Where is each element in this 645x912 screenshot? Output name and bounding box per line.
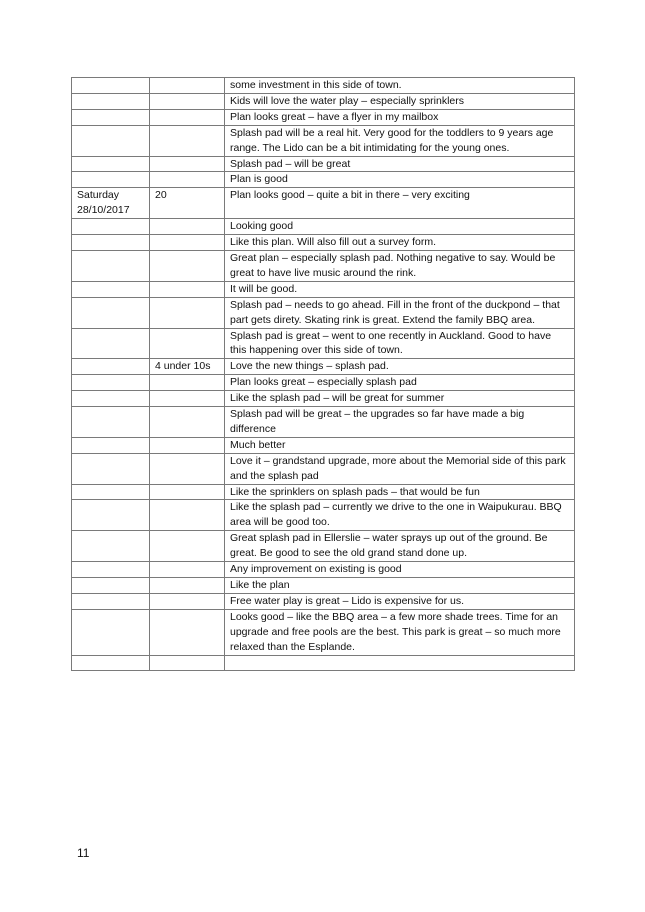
feedback-table-body bbox=[72, 78, 575, 671]
table-row bbox=[72, 156, 575, 172]
table-row bbox=[72, 578, 575, 594]
comment-cell: Kids will love the water play – especially sprinklers bbox=[225, 93, 575, 109]
table-row bbox=[72, 484, 575, 500]
count-cell bbox=[150, 219, 225, 235]
table-row bbox=[72, 219, 575, 235]
comment-cell: Much better bbox=[225, 437, 575, 453]
count-cell: 20 bbox=[150, 188, 225, 219]
count-cell bbox=[150, 125, 225, 156]
count-cell bbox=[150, 453, 225, 484]
comment-cell: Like the sprinklers on splash pads – that would be fun bbox=[225, 484, 575, 500]
date-cell bbox=[72, 125, 150, 156]
date-cell bbox=[72, 156, 150, 172]
comment-cell: Looking good bbox=[225, 219, 575, 235]
comment-cell: Like the splash pad – currently we drive to the one in Waipukurau. BBQ area will be good too. bbox=[225, 500, 575, 531]
date-cell bbox=[72, 93, 150, 109]
comment-cell: Splash pad – will be great bbox=[225, 156, 575, 172]
comment-cell: Like the splash pad – will be great for summer bbox=[225, 391, 575, 407]
date-cell bbox=[72, 250, 150, 281]
table-row bbox=[72, 109, 575, 125]
count-cell bbox=[150, 562, 225, 578]
date-cell bbox=[72, 437, 150, 453]
comment-cell: Love it – grandstand upgrade, more about the Memorial side of this park and the splash pad bbox=[225, 453, 575, 484]
date-cell bbox=[72, 297, 150, 328]
table-row bbox=[72, 562, 575, 578]
comment-cell: Splash pad – needs to go ahead. Fill in the front of the duckpond – that part gets direty. Skating rink is great. Extend the family BBQ area. bbox=[225, 297, 575, 328]
count-cell bbox=[150, 109, 225, 125]
comment-cell: Like the plan bbox=[225, 578, 575, 594]
comment-cell: Free water play is great – Lido is expensive for us. bbox=[225, 593, 575, 609]
table-row bbox=[72, 297, 575, 328]
comment-cell: It will be good. bbox=[225, 281, 575, 297]
comment-cell: Any improvement on existing is good bbox=[225, 562, 575, 578]
date-cell bbox=[72, 281, 150, 297]
count-cell bbox=[150, 391, 225, 407]
date-cell bbox=[72, 578, 150, 594]
table-row bbox=[72, 188, 575, 219]
count-cell bbox=[150, 156, 225, 172]
count-cell bbox=[150, 375, 225, 391]
count-cell bbox=[150, 437, 225, 453]
table-row bbox=[72, 391, 575, 407]
date-cell bbox=[72, 453, 150, 484]
comment-cell: Great splash pad in Ellerslie – water sprays up out of the ground. Be great. Be good to see the old grand stand done up. bbox=[225, 531, 575, 562]
date-cell bbox=[72, 531, 150, 562]
count-cell bbox=[150, 593, 225, 609]
comment-cell: Plan is good bbox=[225, 172, 575, 188]
count-cell bbox=[150, 250, 225, 281]
count-cell bbox=[150, 531, 225, 562]
count-cell bbox=[150, 578, 225, 594]
count-cell bbox=[150, 500, 225, 531]
count-cell bbox=[150, 93, 225, 109]
table-row bbox=[72, 78, 575, 94]
comment-cell: Plan looks great – especially splash pad bbox=[225, 375, 575, 391]
table-row bbox=[72, 531, 575, 562]
table-row bbox=[72, 593, 575, 609]
table-row bbox=[72, 250, 575, 281]
comment-cell: Looks good – like the BBQ area – a few more shade trees. Time for an upgrade and free pools are the best. This park is great – so much more relaxed than the Esplande. bbox=[225, 609, 575, 655]
count-cell bbox=[150, 655, 225, 670]
table-row bbox=[72, 359, 575, 375]
date-cell bbox=[72, 562, 150, 578]
comment-cell: some investment in this side of town. bbox=[225, 78, 575, 94]
count-cell bbox=[150, 172, 225, 188]
table-row bbox=[72, 375, 575, 391]
date-cell bbox=[72, 328, 150, 359]
date-cell: Saturday 28/10/2017 bbox=[72, 188, 150, 219]
table-row bbox=[72, 172, 575, 188]
count-cell bbox=[150, 484, 225, 500]
table-row bbox=[72, 281, 575, 297]
table-row bbox=[72, 235, 575, 251]
table-row bbox=[72, 655, 575, 670]
date-cell bbox=[72, 359, 150, 375]
table-row bbox=[72, 453, 575, 484]
count-cell bbox=[150, 235, 225, 251]
count-cell bbox=[150, 407, 225, 438]
date-cell bbox=[72, 375, 150, 391]
count-cell bbox=[150, 328, 225, 359]
table-row bbox=[72, 125, 575, 156]
date-cell bbox=[72, 484, 150, 500]
comment-cell: Splash pad will be a real hit. Very good for the toddlers to 9 years age range. The Lido can be a bit intimidating for the young ones. bbox=[225, 125, 575, 156]
comment-cell: Plan looks great – have a flyer in my mailbox bbox=[225, 109, 575, 125]
date-cell bbox=[72, 500, 150, 531]
count-cell bbox=[150, 78, 225, 94]
count-cell: 4 under 10s bbox=[150, 359, 225, 375]
comment-cell: Great plan – especially splash pad. Nothing negative to say. Would be great to have live music around the rink. bbox=[225, 250, 575, 281]
date-cell bbox=[72, 655, 150, 670]
count-cell bbox=[150, 297, 225, 328]
date-cell bbox=[72, 593, 150, 609]
date-cell bbox=[72, 172, 150, 188]
comment-cell: Love the new things – splash pad. bbox=[225, 359, 575, 375]
comment-cell: Splash pad is great – went to one recently in Auckland. Good to have this happening over this side of town. bbox=[225, 328, 575, 359]
date-cell bbox=[72, 109, 150, 125]
comment-cell: Plan looks good – quite a bit in there – very exciting bbox=[225, 188, 575, 219]
table-row bbox=[72, 407, 575, 438]
date-cell bbox=[72, 391, 150, 407]
date-cell bbox=[72, 609, 150, 655]
comment-cell: Splash pad will be great – the upgrades so far have made a big difference bbox=[225, 407, 575, 438]
date-cell bbox=[72, 407, 150, 438]
comment-cell bbox=[225, 655, 575, 670]
table-row bbox=[72, 93, 575, 109]
table-row bbox=[72, 437, 575, 453]
feedback-table bbox=[71, 77, 575, 671]
count-cell bbox=[150, 281, 225, 297]
comment-cell: Like this plan. Will also fill out a survey form. bbox=[225, 235, 575, 251]
table-row bbox=[72, 609, 575, 655]
date-cell bbox=[72, 78, 150, 94]
count-cell bbox=[150, 609, 225, 655]
date-cell bbox=[72, 219, 150, 235]
page-number: 11 bbox=[77, 846, 90, 860]
date-cell bbox=[72, 235, 150, 251]
table-row bbox=[72, 500, 575, 531]
table-row bbox=[72, 328, 575, 359]
